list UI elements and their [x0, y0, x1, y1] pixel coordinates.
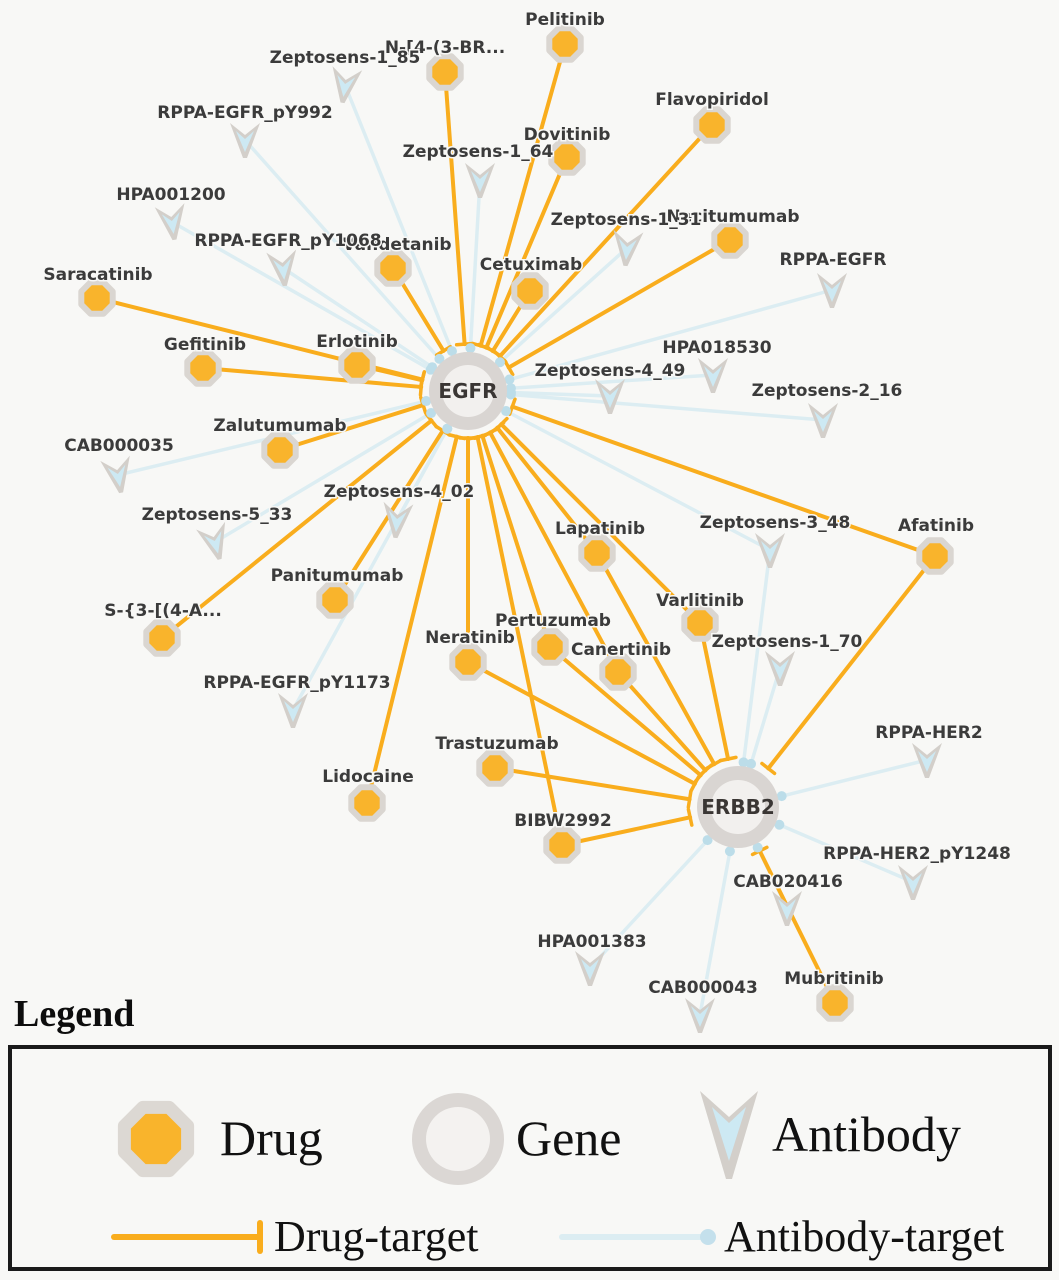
drug-node-panitumumab[interactable]: [319, 584, 350, 615]
antibody-node-zeptosens-3-48[interactable]: [755, 533, 785, 568]
tee-marker: [688, 791, 691, 807]
antibody-node-zeptosens-1-64[interactable]: [465, 163, 495, 198]
node-label-dovitinib: Dovitinib: [523, 125, 611, 145]
drug-node-flavopiridol[interactable]: [696, 109, 727, 140]
gene-node-egfr[interactable]: [429, 352, 507, 430]
drug-node-canertinib[interactable]: [602, 656, 633, 687]
drug-node-neratinib[interactable]: [452, 646, 483, 677]
node-label-vandetanib: Vandetanib: [342, 235, 452, 255]
drug-target-edge-trastuzumab-erbb2: [495, 768, 690, 799]
node-label-zeptosens-1-64: Zeptosens-1_64: [402, 142, 554, 162]
drug-node-dovitinib[interactable]: [551, 141, 582, 172]
node-label-cab000043: CAB000043: [648, 978, 758, 998]
node-label-zeptosens-5-33: Zeptosens-5_33: [141, 505, 293, 525]
node-label-mubritinib: Mubritinib: [784, 969, 884, 989]
antibody-node-hpa001200[interactable]: [155, 203, 190, 242]
antibody-node-zeptosens-1-85[interactable]: [328, 66, 363, 105]
node-label-n-4-3-br: N-[4-(3-BR...: [384, 38, 506, 58]
antibody-node-hpa001383[interactable]: [575, 951, 605, 986]
drug-node-mubritinib[interactable]: [819, 987, 850, 1018]
node-label-zeptosens-2-16: Zeptosens-2_16: [751, 381, 903, 401]
node-label-flavopiridol: Flavopiridol: [655, 90, 769, 110]
drug-node-trastuzumab[interactable]: [479, 752, 510, 783]
drug-node-cetuximab[interactable]: [514, 275, 545, 306]
drug-node-icon: [104, 1087, 208, 1191]
node-label-hpa018530: HPA018530: [662, 338, 772, 358]
antibody-node-rppa-egfr-py1173[interactable]: [278, 693, 308, 728]
legend-drug-target-label: Drug-target: [274, 1212, 479, 1261]
drug-node-lidocaine[interactable]: [351, 787, 382, 818]
node-label-rppa-egfr-py1068: RPPA-EGFR_pY1068: [194, 231, 382, 251]
tee-marker: [688, 810, 691, 826]
drug-node-gefitinib[interactable]: [187, 352, 218, 383]
drug-node-n-4-3-br[interactable]: [429, 56, 460, 87]
node-label-canertinib: Canertinib: [570, 640, 672, 660]
drug-target-edge-n-4-3-br-egfr: [445, 72, 465, 344]
antibody-node-zeptosens-1-70[interactable]: [765, 651, 795, 686]
legend-gene-label: Gene: [516, 1110, 622, 1166]
node-label-panitumumab: Panitumumab: [270, 566, 404, 586]
drug-node-s-3-4-a[interactable]: [146, 622, 177, 653]
antibody-node-zeptosens-1-31[interactable]: [610, 230, 643, 267]
drug-target-edge-icon: [108, 1217, 278, 1257]
node-label-afatinib: Afatinib: [897, 516, 975, 536]
dot-marker: [506, 390, 516, 400]
tee-marker: [449, 435, 465, 439]
legend-antibody-target-label: Antibody-target: [724, 1212, 1005, 1261]
node-label-rppa-her2: RPPA-HER2: [875, 723, 983, 743]
legend-antibody-label: Antibody: [772, 1106, 961, 1162]
node-label-lapatinib: Lapatinib: [555, 519, 645, 539]
drug-node-saracatinib[interactable]: [81, 282, 112, 313]
node-label-hpa001383: HPA001383: [537, 932, 647, 952]
drug-node-afatinib[interactable]: [919, 540, 950, 571]
node-label-bibw2992: BIBW2992: [514, 811, 612, 831]
antibody-target-edge-rppa-her2-erbb2: [782, 760, 927, 796]
node-label-lidocaine: Lidocaine: [322, 767, 414, 787]
drug-node-pertuzumab[interactable]: [534, 631, 565, 662]
node-label-pelitinib: Pelitinib: [525, 10, 605, 30]
node-label-rppa-egfr-py1173: RPPA-EGFR_pY1173: [203, 673, 391, 693]
tee-marker: [720, 757, 736, 760]
drug-node-vandetanib[interactable]: [377, 252, 408, 283]
antibody-node-cab000043[interactable]: [685, 998, 715, 1033]
gene-label-erbb2: ERBB2: [701, 795, 775, 819]
drug-node-pelitinib[interactable]: [549, 28, 580, 59]
node-label-erlotinib: Erlotinib: [316, 332, 398, 352]
node-label-cetuximab: Cetuximab: [479, 255, 583, 275]
node-label-s-3-4-a: S-{3-[(4-A...: [104, 601, 222, 621]
node-label-cab020416: CAB020416: [733, 872, 843, 892]
tee-marker: [420, 372, 424, 388]
node-label-zeptosens-1-31: Zeptosens-1_31: [550, 210, 702, 230]
node-label-zeptosens-1-70: Zeptosens-1_70: [711, 632, 863, 652]
node-label-saracatinib: Saracatinib: [43, 265, 153, 285]
node-label-hpa001200: HPA001200: [116, 185, 226, 205]
node-label-rppa-egfr-py992: RPPA-EGFR_pY992: [157, 103, 333, 123]
antibody-node-rppa-egfr[interactable]: [817, 273, 847, 308]
node-label-rppa-egfr: RPPA-EGFR: [779, 250, 887, 270]
gene-label-egfr: EGFR: [438, 379, 498, 403]
node-label-zeptosens-4-02: Zeptosens-4_02: [323, 482, 475, 502]
gene-node-erbb2[interactable]: [697, 766, 779, 848]
node-label-rppa-her2-py1248: RPPA-HER2_pY1248: [823, 844, 1011, 864]
node-label-varlitinib: Varlitinib: [656, 591, 744, 611]
node-label-zeptosens-1-85: Zeptosens-1_85: [269, 48, 421, 68]
antibody-target-edge-zeptosens-1-70-erbb2: [751, 668, 780, 764]
drug-node-zalutumumab[interactable]: [264, 434, 295, 465]
node-label-zeptosens-3-48: Zeptosens-3_48: [699, 513, 851, 533]
node-label-necitumumab: Necitumumab: [666, 207, 800, 227]
antibody-node-icon: [684, 1079, 774, 1189]
antibody-node-rppa-her2[interactable]: [912, 743, 942, 778]
drug-node-erlotinib[interactable]: [341, 349, 372, 380]
legend-box: [8, 1045, 1052, 1271]
antibody-node-rppa-her2-py1248[interactable]: [898, 865, 928, 900]
antibody-target-edge-icon: [556, 1219, 726, 1255]
dot-marker: [725, 846, 735, 856]
gene-node-icon: [404, 1085, 512, 1193]
antibody-node-rppa-egfr-py1068[interactable]: [266, 250, 299, 288]
node-label-cab000035: CAB000035: [64, 436, 174, 456]
dot-marker: [465, 343, 475, 353]
legend-drug-label: Drug: [220, 1110, 323, 1166]
drug-node-bibw2992[interactable]: [546, 829, 577, 860]
node-label-zeptosens-4-49: Zeptosens-4_49: [534, 361, 686, 381]
antibody-node-cab020416[interactable]: [772, 891, 802, 926]
node-label-gefitinib: Gefitinib: [163, 335, 247, 355]
antibody-node-zeptosens-5-33[interactable]: [196, 522, 234, 564]
antibody-target-edge-zeptosens-1-64-egfr: [470, 180, 480, 348]
node-label-trastuzumab: Trastuzumab: [435, 734, 559, 754]
drug-node-necitumumab[interactable]: [714, 224, 745, 255]
antibody-node-cab000035[interactable]: [100, 456, 136, 496]
antibody-target-edge-zeptosens-3-48-erbb2: [744, 550, 770, 762]
node-label-neratinib: Neratinib: [425, 628, 515, 648]
drug-node-lapatinib[interactable]: [581, 537, 612, 568]
node-label-pertuzumab: Pertuzumab: [495, 611, 611, 631]
legend-title: Legend: [14, 993, 135, 1035]
node-label-zalutumumab: Zalutumumab: [213, 416, 347, 436]
